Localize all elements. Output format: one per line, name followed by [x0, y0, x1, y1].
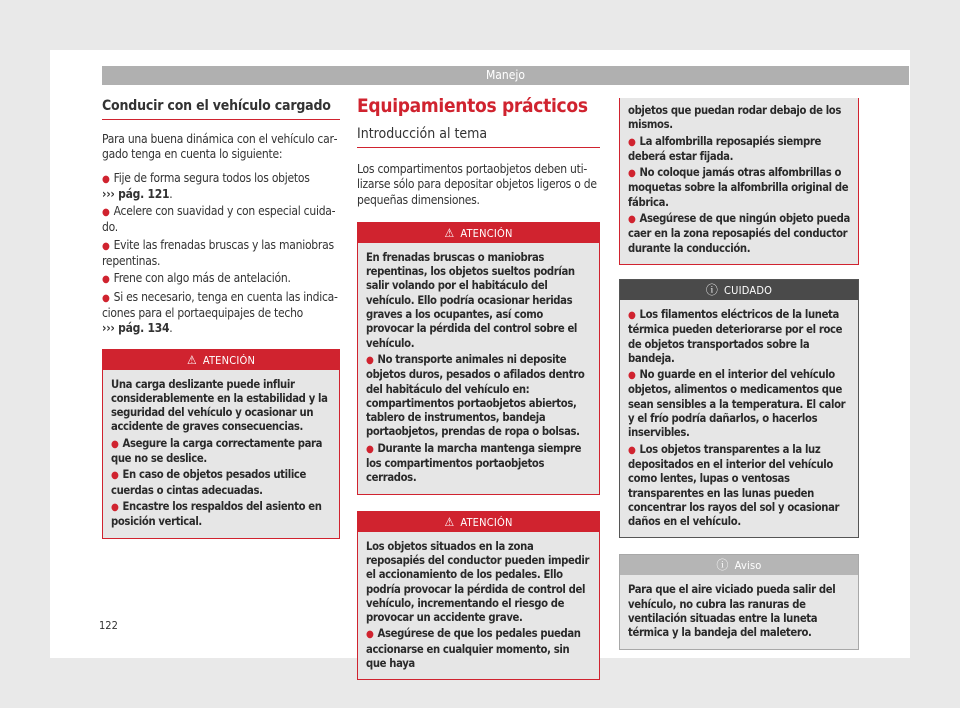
section-title: Conducir con el vehículo cargado: [102, 98, 340, 120]
warning-header: ⚠ ATENCIÓN: [103, 350, 339, 370]
list-item: ● Asegúrese de que los pedales puedan accionarse en cualquier momento, sin que haya: [366, 627, 581, 671]
list-item: ● Fije de forma segura todos los objetos ››› pág. 121.: [102, 170, 310, 201]
page-number: 122: [99, 619, 118, 632]
bullet-icon: ●: [628, 309, 636, 321]
column-middle: [357, 95, 600, 680]
bullet-icon: ●: [102, 173, 110, 185]
chapter-title: Equipamientos prácticos: [357, 95, 588, 117]
list-item: ● No guarde en el interior del vehículo objetos, alimentos o medicamentos que sean sensibles a la temperatura. El calor y el frío podría dañarlos, o hacerlos inservibles.: [628, 368, 846, 440]
bullet-icon: ●: [102, 292, 110, 304]
bullet-icon: ●: [111, 470, 119, 482]
list-item: ● Durante la marcha mantenga siempre los compartimentos portaobjetos cerrados.: [366, 441, 582, 485]
page-reference-link[interactable]: ››› pág. 121: [102, 186, 170, 201]
bullet-icon: ●: [366, 443, 374, 455]
warning-text: Los objetos situados en la zona reposapiés del conductor pueden impedir el accionamiento de los pedales. Ello podría provocar la pérdida de control del vehículo, incrementando el riesgo de provocar un accidente grave.: [366, 539, 590, 625]
note-text: Para que el aire viciado pueda salir del vehículo, no cubra las ranuras de ventilación situadas entre la luneta térmica y la bandeja del maletero.: [628, 583, 836, 640]
list-item: ● Asegure la carga correctamente para que no se deslice.: [111, 436, 323, 466]
note-header: ⓘ Aviso: [620, 555, 858, 575]
section-header: Manejo: [102, 66, 909, 85]
bullet-icon: ●: [628, 214, 636, 226]
warning-text: objetos que puedan rodar debajo de los mismos.: [628, 104, 842, 132]
page-reference-link[interactable]: ››› pág. 134: [102, 321, 170, 336]
warning-box-continued: [619, 98, 859, 265]
warning-text: En frenadas bruscas o maniobras repentinas, los objetos sueltos podrían salir volando por el habitáculo del vehículo. Ello podría ocasionar heridas graves a los ocupantes, así como provocar la pérdida del control sobre el vehículo.: [366, 250, 578, 350]
warning-header: ⚠ ATENCIÓN: [358, 223, 599, 243]
list-item: ● Los filamentos eléctricos de la luneta térmica pueden deteriorarse por el roce de objetos transportados sobre la bandeja.: [628, 307, 843, 365]
warning-triangle-icon: ⚠: [186, 352, 197, 367]
bullet-icon: ●: [102, 274, 110, 286]
bullet-icon: ●: [102, 207, 110, 219]
warning-text: Una carga deslizante puede influir considerablemente en la estabilidad y la seguridad del vehículo y ocasionar un accidente de graves consecuencias.: [111, 377, 328, 434]
bullet-icon: ●: [102, 240, 110, 252]
column-right: [619, 98, 859, 650]
bullet-icon: ●: [628, 370, 636, 382]
info-icon: ⓘ: [716, 558, 729, 573]
warning-box: [357, 222, 600, 495]
warning-box: [102, 349, 340, 539]
manual-page: [50, 50, 910, 671]
intro-text: Para una buena dinámica con el vehículo cargado tenga en cuenta lo siguiente:: [102, 132, 338, 162]
list-item: ● Encastre los respaldos del asiento en posición vertical.: [111, 499, 322, 529]
list-item: ● En caso de objetos pesados utilice cuerdas o cintas adecuadas.: [111, 468, 307, 497]
list-item: ● Asegúrese de que ningún objeto pueda caer en la zona reposapiés del conductor durante la conducción.: [628, 212, 850, 255]
list-item: ● Frene con algo más de antelación.: [102, 271, 291, 286]
list-item: ● Acelere con suavidad y con especial cuidado.: [102, 204, 336, 235]
list-item: ● Los objetos transparentes a la luz depositados en el interior del vehículo como lentes, lupas o ventosas transparentes en las lunas pueden concentrar los rayos del sol y ocasionar daños en el vehículo.: [628, 442, 840, 529]
bullet-icon: ●: [366, 629, 374, 641]
section-title: Introducción al tema: [357, 126, 600, 148]
list-item: ● Si es necesario, tenga en cuenta las indicaciones para el portaequipajes de techo ››› pág. 134.: [102, 289, 338, 336]
warning-triangle-icon: ⚠: [444, 514, 455, 529]
note-box: [619, 554, 859, 649]
bullet-icon: ●: [628, 136, 636, 148]
bullet-icon: ●: [628, 444, 636, 456]
list-item: ● Evite las frenadas bruscas y las maniobras repentinas.: [102, 237, 334, 269]
caution-circle-icon: ⓘ: [705, 282, 719, 297]
column-left: [102, 98, 340, 539]
warning-triangle-icon: ⚠: [444, 225, 455, 240]
bullet-icon: ●: [628, 168, 636, 180]
bullet-icon: ●: [366, 354, 374, 366]
list-item: ● No coloque jamás otras alfombrillas o moquetas sobre la alfombrilla original de fábrica.: [628, 166, 849, 209]
warning-header: ⚠ ATENCIÓN: [358, 512, 599, 532]
bullet-icon: ●: [111, 438, 119, 450]
list-item: ● No transporte animales ni deposite objetos duros, pesados o afilados dentro del habitáculo del vehículo en: compartimentos portaobjetos abiertos, tablero de instrumentos, bandeja portaobjetos, prendas de ropa o bolsas.: [366, 352, 585, 439]
caution-box: [619, 279, 859, 538]
caution-header: ⓘ CUIDADO: [620, 280, 858, 300]
intro-text: Los compartimentos portaobjetos deben utilizarse sólo para depositar objetos ligeros o de pequeñas dimensiones.: [357, 162, 597, 207]
warning-box: [357, 511, 600, 681]
bullet-icon: ●: [111, 501, 119, 513]
list-item: ● La alfombrilla reposapiés siempre deberá estar fijada.: [628, 134, 821, 163]
